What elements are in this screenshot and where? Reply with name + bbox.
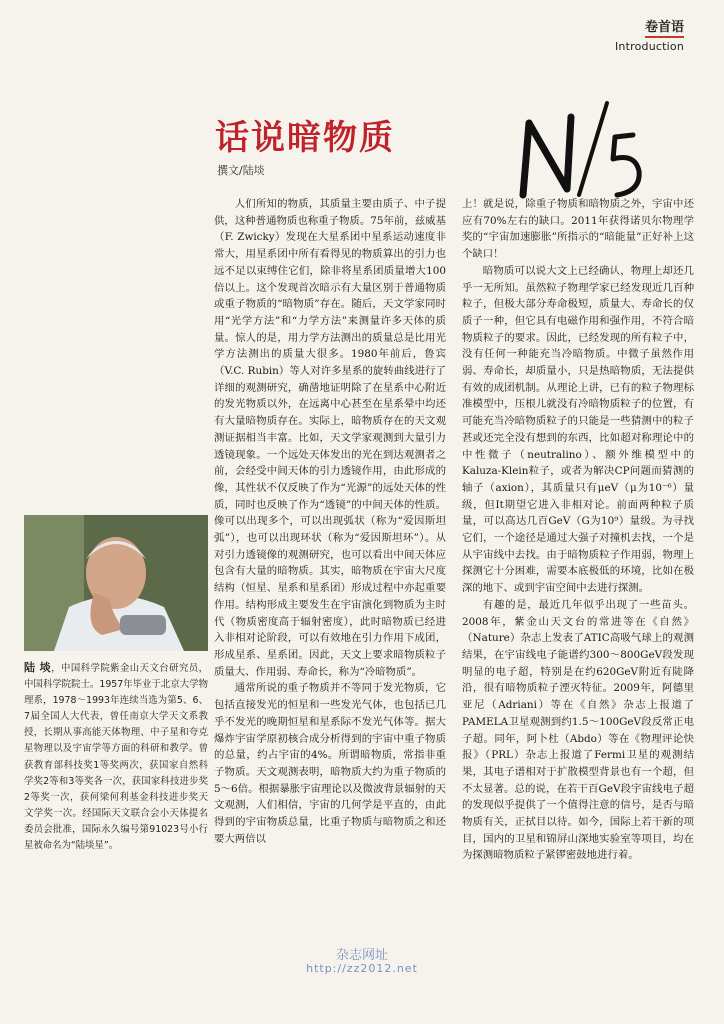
section-header [615,16,684,53]
author-bio-text: ，中国科学院紫金山天文台研究员，中国科学院院士。1957年毕业于北京大学物理系，1978～1993年连续当选为第5、6、7届全国人大代表，曾任南京大学天文系教授，长期从事高能天体物理、中子星和夸克星物理以及宇宙学等方面的科研和教学。曾获教育部科技奖1等奖两次，获国家自然科学奖2等和3等奖各一次，获国家科技进步奖2等奖一次，获何梁何利基金科技进步奖天文学奖一次。经国际天文联合会小天体提名委员会批准，国际永久编号第91023号小行星被命名为“陆埮星”。 [24,663,208,852]
paragraph: 上！就是说，除重子物质和暗物质之外，宇宙中还应有70%左右的缺口。2011年获得诺贝尔物理学奖的“宇宙加速膨胀”所指示的“暗能量”正好补上这个缺口！ [462,198,694,261]
article-column-2 [462,196,694,864]
paragraph: 通常所说的重子物质并不等同于发光物质，它包括直接发光的恒星和一些发光气体，也包括已几乎不发光的晚期恒星和星系际不发光气体等。据大爆炸宇宙学原初核合成分析得到的宇宙中重子物质的总量，约占宇宙的4%。所谓暗物质，常指非重子物质。天文观测表明，暗物质大约为重子物质的5～6倍。根据暴胀宇宙理论以及微波背景辐射的天文观测，人们相信，宇宙的几何学是平直的，由此得到的宇宙物质总量，比重子物质与暗物质之和还要大两倍以 [214,682,446,845]
section-title-en: Introduction [614,40,684,53]
watermark-title: 杂志网址 [335,948,388,963]
section-title-cn: 卷首语 [645,16,684,38]
article-column-1 [214,196,446,847]
author-photo [24,515,208,651]
watermark-url: http://zz2012.net [306,962,418,975]
paragraph: 暗物质可以说大文上已经确认，物理上却还几乎一无所知。虽然粒子物理学家已经发现近几百种粒子，但极大部分寿命极短，质量大、寿命长的仅质子一种，但它具有电磁作用和强作用，不符合暗物质粒子的要求。因此，已经发现的所有粒子中，没有任何一种能充当冷暗物质。中微子虽然作用弱、寿命长，却质量小，只是热暗物质，无法提供有效的成团机制。从理论上讲，已有的粒子物理标准模型中，压根儿就没有冷暗物质粒子的位置，有可能充当冷暗物质粒子的只能是一些猜测中的粒子甚或还完全没有想到的东西，比如超对称理论中的中性微子（neutralino）、额外维模型中的Kaluza-Klein粒子，或者为解决CP问题而猜测的轴子（axion），其质量只有μeV（μ为10⁻⁶）量级，但It期望它进入非相对论。前面两种粒子质量，可以高达几百GeV（G为10⁹）量级。为寻找它们，一个途径是通过大强子对撞机去找，一个是从宇宙线中去找。由于暗物质粒子作用弱，物理上探测它十分困难，需要本底极低的环境，比如在极深的地下、或到宇宙空间中去进行探测。 [462,264,694,595]
author-bio [24,660,208,854]
paragraph: 有趣的是，最近几年似乎出现了一些苗头。2008年，紫金山天文台的常进等在《自然》（Nature）杂志上发表了ATIC高吸气球上的观测结果，在宇宙线电子能谱约300～800GeV段发现明显的电子超，特别是在约620GeV附近有陡降沿，很有暗物质粒子湮灭特征。2009年，阿德里亚尼（Adriani）等在《自然》杂志上报道了PAMELA卫星观测到约1.5～100GeV段反常正电子超。同年，阿卜杜（Abdo）等在《物理评论快报》（PRL）杂志上报道了Fermi卫星的观测结果，其电子谱相对于扩散模型背景也有一个超，但不太显著。总的说，在若干百GeV段宇宙线电子超的发现似乎提供了一个值得注意的信号，是否与暗物质有关，正拭目以待。如今，国际上若干新的项目，国内的卫星和锦屏山深地实验室等项目，均在为探测暗物质粒子紧锣密鼓地进行着。 [462,598,694,862]
paragraph: 人们所知的物质，其质量主要由质子、中子提供，这种普通物质也称重子物质。75年前，兹威基（F. Zwicky）发现在大星系团中星系运动速度非常大，用星系团中所有看得见的物质算出的引力也远不足以束缚住它们，除非将星系团质量增大100倍以上。这个发现首次暗示有大量区别于普通物质或重子物质的“暗物质”存在。随后，天文学家同时用“光学方法”和“力学方法”来测量许多天体的质量。惊人的是，用力学方法测出的质量总是比用光学方法测出的质量大很多。1980年前后，鲁宾（V.C. Rubin）等人对许多星系的旋转曲线进行了详细的观测研究，确凿地证明除了在星系中心附近的发光物质以外，在远离中心甚至在星系晕中均还有大量暗物质存在。实际上，暗物质存在的天文观测证据相当丰富。比如，天文学家观测到大量引力透镜现象。一个远处天体发出的光在到达观测者之前，会经受中间天体的引力透镜作用，由此形成的像，其性状不仅反映了作为“光源”的远处天体的性质，同时也反映了作为“透镜”的中间天体的性质。像可以出现多个，可以出现弧状（称为“爱因斯坦弧”），也可以出现环状（称为“爱因斯坦环”）。从对引力透镜像的观测研究，也可以看出中间天体应包含有大量的暗物质。其实，暗物质在宇宙大尺度结构（恒星、星系和星系团）形成过程中亦起重要作用。结构形成主要发生在宇宙演化到物质为主时代（物质密度高于辐射密度），此时暗物质已经进入非相对论阶段，可以有效地在引力作用下成团，形成星系、星系团。因此，天文上要求暗物质粒子质量大、作用弱、寿命长，称为“冷暗物质”。 [214,198,446,678]
handwritten-signature [515,95,665,210]
article-title: 话说暗物质 [215,118,395,158]
author-name: 陆 埮 [24,661,52,674]
byline: 撰文/陆埮 [217,164,265,177]
